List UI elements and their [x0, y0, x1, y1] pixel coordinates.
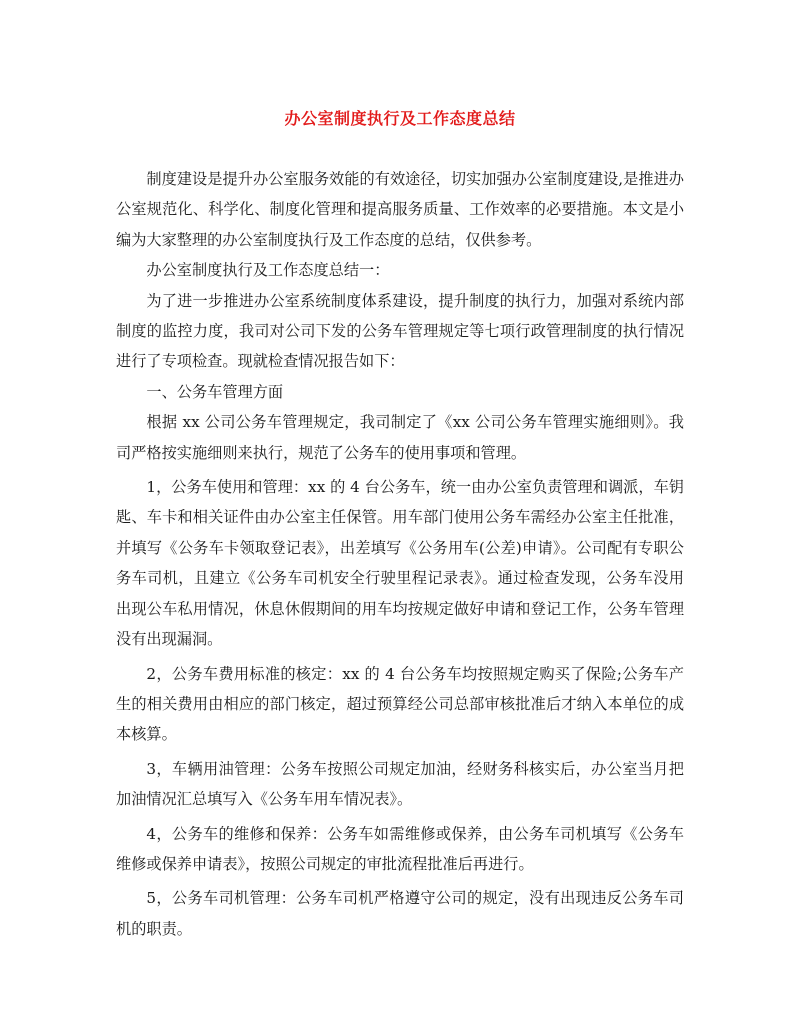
paragraph-item-2: 2，公务车费用标准的核定：xx 的 4 台公务车均按照规定购买了保险;公务车产生的相关费用由相应的部门核定，超过预算经公司总部审核批准后才纳入本单位的成本核算。	[116, 664, 684, 744]
paragraph-item-5: 5，公务车司机管理：公务车司机严格遵守公司的规定，没有出现违反公务车司机的职责。	[116, 889, 684, 938]
paragraph-item-3: 3，车辆用油管理：公务车按照公司规定加油，经财务科核实后，办公室当月把加油情况汇总填写入《公务车用车情况表》。	[116, 759, 684, 809]
section-heading-vehicle-management: 一、公务车管理方面	[146, 382, 284, 401]
paragraph-rules: 根据 xx 公司公务车管理规定，我司制定了《xx 公司公务车管理实施细则》。我司严格按实施细则来执行，规范了公务车的使用事项和管理。	[116, 413, 684, 462]
paragraph-summary-heading: 办公室制度执行及工作态度总结一：	[146, 261, 390, 280]
paragraph-item-4: 4，公务车的维修和保养：公务车如需维修或保养，由公务车司机填写《公务车维修或保养申请表》，按照公司规定的审批流程批准后再进行。	[116, 824, 684, 873]
paragraph-inspection: 为了进一步推进办公室系统制度体系建设，提升制度的执行力，加强对系统内部制度的监控力度，我司对公司下发的公务车管理规定等七项行政管理制度的执行情况进行了专项检查。现就检查情况报告如下：	[116, 291, 684, 371]
paragraph-item-1: 1，公务车使用和管理：xx 的 4 台公务车，统一由办公室负责管理和调派，车钥匙、车卡和相关证件由办公室主任保管。用车部门使用公务车需经办公室主任批准，并填写《公务车卡领取登记表》，出差填写《公务用车(公差)申请》。公司配有专职公务车司机，且建立《公务车司机安全行驶里程记录表》。通过检查发现，公务车没用出现公车私用情况，休息休假期间的用车均按规定做好申请和登记工作，公务车管理没有出现漏洞。	[116, 478, 684, 649]
document-title: 办公室制度执行及工作态度总结	[284, 109, 516, 128]
document-body	[116, 164, 684, 944]
paragraph-intro: 制度建设是提升办公室服务效能的有效途径，切实加强办公室制度建设,是推进办公室规范化、科学化、制度化管理和提高服务质量、工作效率的必要措施。本文是小编为大家整理的办公室制度执行及工作态度的总结，仅供参考。	[116, 170, 684, 249]
